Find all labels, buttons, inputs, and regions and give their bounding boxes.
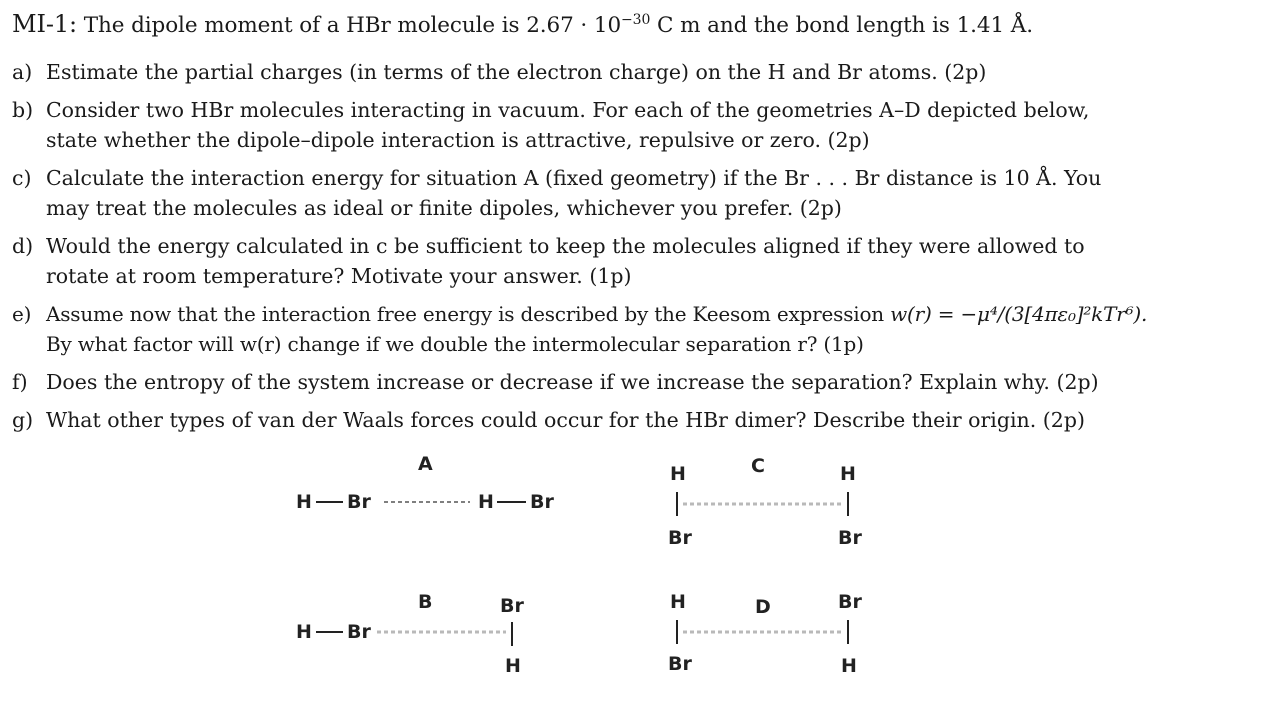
question-letter: f) (12, 370, 28, 394)
geometry-c (668, 455, 862, 549)
atom-h: H (478, 491, 494, 513)
geometry-label-a: A (418, 453, 433, 475)
question-b (12, 98, 1090, 152)
keesom-formula: w(r) = −μ⁴/(3[4πε₀]²kTr⁶). (890, 302, 1148, 326)
atom-h: H (840, 463, 856, 485)
question-text: What other types of van der Waals forces could occur for the HBr dimer? Describe their origin. (2p) (46, 408, 1085, 432)
atom-h: H (670, 591, 686, 613)
question-letter: d) (12, 234, 34, 258)
question-text: Assume now that the interaction free energy is described by the Keesom expression (46, 302, 891, 326)
question-text: Estimate the partial charges (in terms of the electron charge) on the H and Br atoms. (2p) (46, 60, 987, 84)
question-c (12, 166, 1102, 220)
question-letter: e) (12, 302, 32, 326)
atom-h: H (296, 491, 312, 513)
question-e (12, 302, 1148, 356)
atom-h: H (841, 655, 857, 677)
question-text-continued: may treat the molecules as ideal or finite dipoles, whichever you prefer. (2p) (46, 196, 842, 220)
atom-h: H (670, 463, 686, 485)
question-text: Consider two HBr molecules interacting in vacuum. For each of the geometries A–D depicted below, (46, 98, 1090, 122)
question-f (12, 370, 1099, 394)
atom-br: Br (500, 595, 524, 617)
atom-br: Br (668, 653, 692, 675)
problem-exponent: −30 (621, 11, 651, 28)
question-text-continued: rotate at room temperature? Motivate your answer. (1p) (46, 264, 632, 288)
problem-title (12, 10, 1033, 38)
question-text-continued: By what factor will w(r) change if we double the intermolecular separation r? (1p) (46, 332, 864, 356)
question-text: Would the energy calculated in c be sufficient to keep the molecules aligned if they were allowed to (46, 234, 1085, 258)
atom-h: H (296, 621, 312, 643)
problem-statement-end: C m and the bond length is 1.41 Å. (650, 13, 1033, 38)
question-letter: c) (12, 166, 32, 190)
question-g (12, 408, 1085, 432)
geometry-b (296, 591, 524, 677)
geometry-label-b: B (418, 591, 433, 613)
problem-statement: The dipole moment of a HBr molecule is 2.67 · 10 (83, 13, 622, 38)
question-letter: b) (12, 98, 34, 122)
atom-br: Br (347, 491, 371, 513)
atom-br: Br (838, 527, 862, 549)
geometry-label-c: C (751, 455, 765, 477)
geometry-label-d: D (755, 596, 771, 618)
question-text: Does the entropy of the system increase or decrease if we increase the separation? Explain why. (2p) (46, 370, 1099, 394)
question-text: Calculate the interaction energy for situation A (fixed geometry) if the Br . . . Br distance is 10 Å. You (46, 166, 1102, 190)
question-letter: a) (12, 60, 33, 84)
question-text-continued: state whether the dipole–dipole interaction is attractive, repulsive or zero. (2p) (46, 128, 870, 152)
atom-h: H (505, 655, 521, 677)
geometry-a (296, 453, 554, 513)
atom-br: Br (347, 621, 371, 643)
atom-br: Br (838, 591, 862, 613)
question-letter: g) (12, 408, 34, 432)
atom-br: Br (668, 527, 692, 549)
dipole-geometries-figure (0, 440, 1284, 712)
problem-label: MI-1: (12, 10, 78, 38)
question-a (12, 60, 986, 84)
atom-br: Br (530, 491, 554, 513)
geometry-d (668, 591, 862, 677)
question-d (12, 234, 1085, 288)
